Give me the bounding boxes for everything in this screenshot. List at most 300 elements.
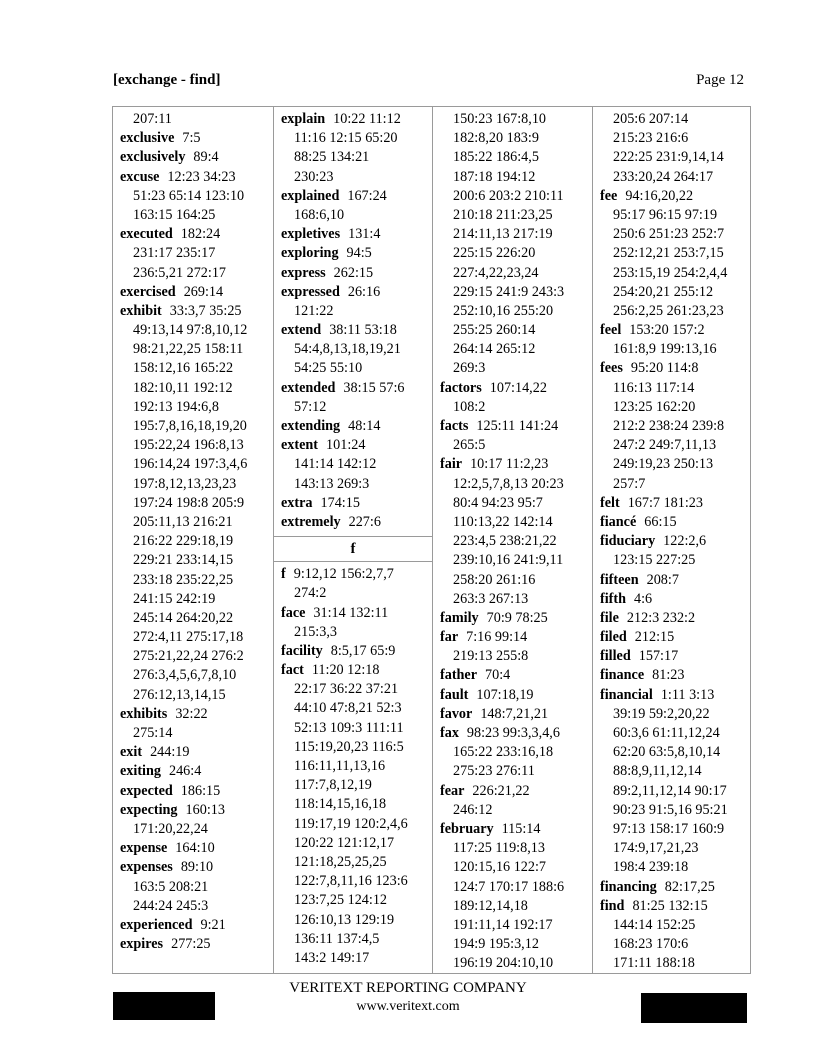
index-entry <box>281 513 432 532</box>
index-continuation: 265:5 <box>453 437 486 454</box>
index-continuation: 171:11 188:18 <box>613 955 695 972</box>
index-entry <box>120 302 273 321</box>
index-refs: 212:15 <box>634 629 675 646</box>
index-entry <box>281 379 432 398</box>
index-entry <box>120 225 273 244</box>
index-continuation: 197:8,12,13,23,23 <box>133 475 237 492</box>
index-continuation: 39:19 59:2,20,22 <box>613 705 710 722</box>
index-entry <box>120 839 273 858</box>
index-refs: 164:10 <box>175 840 215 857</box>
index-entry <box>281 642 432 661</box>
index-entry <box>600 321 750 340</box>
index-continuation: 108:2 <box>453 398 486 415</box>
index-continuation: 62:20 63:5,8,10,14 <box>613 744 721 761</box>
index-refs: 94:16,20,22 <box>625 187 694 204</box>
index-term: experienced <box>120 916 193 933</box>
index-continuation: 214:11,13 217:19 <box>453 226 553 243</box>
index-continuation: 115:19,20,23 116:5 <box>294 738 404 755</box>
index-entry <box>600 571 750 590</box>
index-continuation: 233:20,24 264:17 <box>613 168 714 185</box>
index-term: extended <box>281 379 336 396</box>
index-term: exiting <box>120 763 161 780</box>
index-refs: 89:4 <box>193 149 219 166</box>
index-continuation: 205:6 207:14 <box>613 111 689 127</box>
index-entry <box>281 187 432 206</box>
index-refs: 208:7 <box>646 571 679 588</box>
index-continuation: 143:2 149:17 <box>294 949 370 966</box>
index-refs: 167:7 181:23 <box>627 494 703 511</box>
index-term: extending <box>281 418 341 434</box>
index-refs: 70:4 <box>485 667 511 684</box>
index-continuation: 229:15 241:9 243:3 <box>453 283 565 300</box>
index-continuation: 187:18 194:12 <box>453 168 536 185</box>
index-refs: 160:13 <box>185 801 225 818</box>
index-entry <box>281 110 432 129</box>
index-refs: 174:15 <box>320 494 360 511</box>
index-continuation: 231:17 235:17 <box>133 245 216 262</box>
index-refs: 157:17 <box>638 648 679 665</box>
index-continuation: 269:3 <box>453 360 486 377</box>
index-continuation: 123:25 162:20 <box>613 398 696 415</box>
index-entry <box>600 187 750 206</box>
index-entry <box>281 225 432 244</box>
index-refs: 8:5,17 65:9 <box>330 642 396 659</box>
index-refs: 277:25 <box>171 936 211 953</box>
index-refs: 81:23 <box>652 667 685 684</box>
index-refs: 7:16 99:14 <box>466 629 528 646</box>
index-continuation: 215:3,3 <box>294 623 337 640</box>
index-refs: 12:23 34:23 <box>167 168 236 185</box>
index-continuation: 275:21,22,24 276:2 <box>133 648 244 665</box>
index-continuation: 123:15 227:25 <box>613 552 696 569</box>
index-term: exit <box>120 744 143 761</box>
index-refs: 226:21,22 <box>472 782 530 799</box>
index-entry <box>600 897 750 916</box>
index-term: fear <box>440 782 465 799</box>
index-continuation: 185:22 186:4,5 <box>453 149 539 166</box>
index-term: exclusively <box>120 149 186 166</box>
index-term: fee <box>600 187 618 204</box>
index-term: financial <box>600 686 653 703</box>
index-continuation: 274:2 <box>294 585 327 602</box>
index-continuation: 257:7 <box>613 475 646 492</box>
index-continuation: 264:14 265:12 <box>453 341 536 358</box>
index-continuation: 225:15 226:20 <box>453 245 536 262</box>
index-term: filed <box>600 629 627 646</box>
index-continuation: 263:3 267:13 <box>453 590 529 607</box>
index-continuation: 239:10,16 241:9,11 <box>453 552 564 569</box>
index-term: fees <box>600 360 623 377</box>
index-continuation: 229:21 233:14,15 <box>133 552 234 569</box>
index-continuation: 210:18 211:23,25 <box>453 206 553 223</box>
index-entry <box>120 705 273 724</box>
index-refs: 26:16 <box>347 283 381 300</box>
index-refs: 10:22 11:12 <box>333 111 401 127</box>
index-refs: 101:24 <box>326 437 366 454</box>
index-entry <box>600 628 750 647</box>
index-continuation: 275:14 <box>133 725 173 741</box>
index-term: felt <box>600 494 620 511</box>
index-entry <box>120 168 273 187</box>
index-refs: 9:21 <box>200 916 226 933</box>
footer-url: www.veritext.com <box>356 999 460 1014</box>
index-entry <box>120 916 273 935</box>
index-entry <box>600 532 750 551</box>
index-continuation: 223:4,5 238:21,22 <box>453 533 557 550</box>
index-refs: 107:18,19 <box>476 686 534 703</box>
index-continuation: 121:18,25,25,25 <box>294 853 387 870</box>
index-continuation: 168:23 170:6 <box>613 936 689 953</box>
index-continuation: 241:15 242:19 <box>133 590 216 607</box>
index-continuation: 163:15 164:25 <box>133 206 216 223</box>
index-continuation: 236:5,21 272:17 <box>133 264 227 281</box>
index-term: f <box>281 566 286 583</box>
index-continuation: 124:7 170:17 188:6 <box>453 878 565 895</box>
index-continuation: 258:20 261:16 <box>453 571 536 588</box>
index-term: fax <box>440 725 459 741</box>
index-refs: 33:3,7 35:25 <box>169 302 242 319</box>
index-entry <box>281 244 432 263</box>
index-refs: 4:6 <box>634 590 653 607</box>
page-header-title: [exchange - find] <box>113 72 221 88</box>
index-continuation: 252:12,21 253:7,15 <box>613 245 724 262</box>
index-continuation: 163:5 208:21 <box>133 878 209 895</box>
index-continuation: 118:14,15,16,18 <box>294 796 387 813</box>
index-continuation: 247:2 249:7,11,13 <box>613 437 717 454</box>
index-entry <box>281 661 432 680</box>
index-continuation: 11:16 12:15 65:20 <box>294 130 398 147</box>
index-refs: 38:15 57:6 <box>343 379 405 396</box>
index-continuation: 244:24 245:3 <box>133 897 209 914</box>
index-continuation: 198:4 239:18 <box>613 859 689 876</box>
index-continuation: 227:4,22,23,24 <box>453 264 539 281</box>
index-continuation: 249:19,23 250:13 <box>613 456 714 473</box>
index-continuation: 276:12,13,14,15 <box>133 686 226 703</box>
index-entry <box>600 666 750 685</box>
index-continuation: 276:3,4,5,6,7,8,10 <box>133 667 237 684</box>
index-column-2 <box>273 107 432 973</box>
index-entry <box>120 129 273 148</box>
index-continuation: 52:13 109:3 111:11 <box>294 719 404 736</box>
index-refs: 153:20 157:2 <box>629 322 705 339</box>
index-term: fault <box>440 686 469 703</box>
index-continuation: 195:7,8,16,18,19,20 <box>133 418 247 434</box>
index-continuation: 253:15,19 254:2,4,4 <box>613 264 728 281</box>
index-continuation: 254:20,21 255:12 <box>613 283 714 300</box>
index-entry <box>600 878 750 897</box>
index-continuation: 136:11 137:4,5 <box>294 930 380 947</box>
index-entry <box>440 417 592 436</box>
index-continuation: 161:8,9 199:13,16 <box>613 341 717 358</box>
index-continuation: 246:12 <box>453 801 493 818</box>
index-continuation: 182:10,11 192:12 <box>133 379 233 396</box>
index-continuation: 150:23 167:8,10 <box>453 111 547 127</box>
index-continuation: 126:10,13 129:19 <box>294 911 395 928</box>
index-term: expenses <box>120 859 173 876</box>
index-continuation: 171:20,22,24 <box>133 820 208 837</box>
index-refs: 182:24 <box>180 226 221 243</box>
index-continuation: 207:11 <box>133 111 172 127</box>
index-term: exploring <box>281 245 339 262</box>
index-entry <box>120 762 273 781</box>
index-refs: 9:12,12 156:2,7,7 <box>293 566 394 583</box>
index-term: extend <box>281 322 322 339</box>
index-term: explain <box>281 111 326 127</box>
index-term: excuse <box>120 168 160 185</box>
index-term: fiduciary <box>600 533 656 550</box>
index-refs: 89:10 <box>180 859 214 876</box>
index-term: find <box>600 897 625 914</box>
index-continuation: 194:9 195:3,12 <box>453 936 539 953</box>
index-entry <box>281 321 432 340</box>
index-entry <box>440 379 592 398</box>
index-refs: 244:19 <box>150 744 190 761</box>
index-continuation: 88:8,9,11,12,14 <box>613 763 702 780</box>
index-continuation: 189:12,14,18 <box>453 897 528 914</box>
index-continuation: 196:19 204:10,10 <box>453 955 554 972</box>
index-entry <box>120 283 273 302</box>
index-term: fair <box>440 456 463 473</box>
index-refs: 167:24 <box>347 187 387 204</box>
index-refs: 70:9 78:25 <box>486 609 548 626</box>
index-continuation: 95:17 96:15 97:19 <box>613 206 718 223</box>
index-column-1 <box>113 107 273 973</box>
index-continuation: 275:23 276:11 <box>453 763 535 780</box>
index-refs: 227:6 <box>348 513 381 530</box>
index-entry <box>600 590 750 609</box>
index-continuation: 49:13,14 97:8,10,12 <box>133 322 248 339</box>
index-term: extremely <box>281 513 341 530</box>
index-continuation: 230:23 <box>294 168 334 185</box>
index-refs: 131:4 <box>348 226 381 243</box>
index-term: factors <box>440 379 482 396</box>
index-continuation: 116:13 117:14 <box>613 379 695 396</box>
index-continuation: 192:13 194:6,8 <box>133 398 219 415</box>
index-entry <box>600 494 750 513</box>
index-term: fiancé <box>600 513 637 530</box>
index-term: fact <box>281 662 304 679</box>
index-continuation: 233:18 235:22,25 <box>133 571 234 588</box>
index-refs: 31:14 132:11 <box>313 604 389 621</box>
index-entry <box>440 628 592 647</box>
index-entry <box>440 820 592 839</box>
index-refs: 98:23 99:3,3,4,6 <box>466 725 560 741</box>
index-continuation: 88:25 134:21 <box>294 149 370 166</box>
index-entry <box>440 666 592 685</box>
index-continuation: 97:13 158:17 160:9 <box>613 820 725 837</box>
index-continuation: 117:25 119:8,13 <box>453 840 545 857</box>
index-continuation: 205:11,13 216:21 <box>133 513 233 530</box>
index-term: file <box>600 609 619 626</box>
index-entry <box>281 436 432 455</box>
index-continuation: 165:22 233:16,18 <box>453 744 554 761</box>
index-refs: 38:11 53:18 <box>329 322 397 339</box>
index-refs: 269:14 <box>183 283 224 300</box>
index-continuation: 195:22,24 196:8,13 <box>133 437 244 454</box>
index-term: fifteen <box>600 571 639 588</box>
index-column-3 <box>432 107 592 973</box>
index-entry <box>120 148 273 167</box>
index-term: exhibit <box>120 302 162 319</box>
index-term: face <box>281 604 306 621</box>
index-continuation: 212:2 238:24 239:8 <box>613 418 725 434</box>
index-entry <box>600 609 750 628</box>
index-entry <box>281 417 432 436</box>
index-continuation: 80:4 94:23 95:7 <box>453 494 543 511</box>
index-continuation: 272:4,11 275:17,18 <box>133 629 244 646</box>
index-term: finance <box>600 667 645 684</box>
index-entry <box>120 782 273 801</box>
index-refs: 122:2,6 <box>663 533 707 550</box>
index-entry <box>281 494 432 513</box>
index-refs: 262:15 <box>333 264 374 281</box>
index-refs: 81:25 132:15 <box>632 897 708 914</box>
index-term: father <box>440 667 478 684</box>
index-entry <box>440 724 592 743</box>
index-term: exclusive <box>120 130 175 147</box>
index-continuation: 182:8,20 183:9 <box>453 130 539 147</box>
index-entry <box>281 283 432 302</box>
index-continuation: 219:13 255:8 <box>453 648 529 665</box>
index-continuation: 250:6 251:23 252:7 <box>613 226 725 243</box>
index-refs: 82:17,25 <box>664 878 715 895</box>
index-continuation: 216:22 229:18,19 <box>133 533 234 550</box>
index-term: expecting <box>120 801 178 818</box>
index-continuation: 117:7,8,12,19 <box>294 777 372 794</box>
index-entry <box>120 858 273 877</box>
index-entry <box>600 513 750 532</box>
index-term: filled <box>600 648 631 665</box>
index-continuation: 54:25 55:10 <box>294 360 363 377</box>
index-entry <box>600 686 750 705</box>
index-continuation: 222:25 231:9,14,14 <box>613 149 724 166</box>
index-entry <box>440 782 592 801</box>
page-number: Page 12 <box>696 72 744 88</box>
index-entry <box>281 604 432 623</box>
index-continuation: 158:12,16 165:22 <box>133 360 234 377</box>
index-continuation: 168:6,10 <box>294 206 345 223</box>
index-continuation: 123:7,25 124:12 <box>294 892 388 909</box>
index-continuation: 119:17,19 120:2,4,6 <box>294 815 408 832</box>
index-term: far <box>440 629 459 646</box>
index-refs: 115:14 <box>501 820 541 837</box>
index-refs: 125:11 141:24 <box>476 418 559 434</box>
index-refs: 1:11 3:13 <box>660 686 715 703</box>
index-continuation: 60:3,6 61:11,12,24 <box>613 725 720 741</box>
index-continuation: 122:7,8,11,16 123:6 <box>294 873 408 890</box>
index-refs: 95:20 114:8 <box>630 360 699 377</box>
index-continuation: 215:23 216:6 <box>613 130 689 147</box>
index-entry <box>600 359 750 378</box>
index-continuation: 51:23 65:14 123:10 <box>133 187 245 204</box>
index-term: expected <box>120 782 173 799</box>
index-continuation: 144:14 152:25 <box>613 916 696 933</box>
index-continuation: 141:14 142:12 <box>294 456 377 473</box>
index-refs: 212:3 232:2 <box>626 609 696 626</box>
index-entry <box>281 565 432 584</box>
index-continuation: 255:25 260:14 <box>453 322 536 339</box>
index-entry <box>120 935 273 954</box>
index-entry <box>281 264 432 283</box>
index-continuation: 90:23 91:5,16 95:21 <box>613 801 728 818</box>
index-continuation: 98:21,22,25 158:11 <box>133 341 244 358</box>
index-term: february <box>440 820 494 837</box>
index-term: extent <box>281 437 319 454</box>
index-continuation: 110:13,22 142:14 <box>453 513 553 530</box>
index-continuation: 174:9,17,21,23 <box>613 840 699 857</box>
index-entry <box>440 686 592 705</box>
index-continuation: 12:2,5,7,8,13 20:23 <box>453 475 564 492</box>
index-term: favor <box>440 705 473 722</box>
index-refs: 246:4 <box>168 763 202 780</box>
index-term: exhibits <box>120 705 168 722</box>
index-continuation: 256:2,25 261:23,23 <box>613 302 724 319</box>
index-continuation: 121:22 <box>294 302 334 319</box>
index-continuation: 44:10 47:8,21 52:3 <box>294 700 402 717</box>
index-term: feel <box>600 322 622 339</box>
index-refs: 10:17 11:2,23 <box>470 456 549 473</box>
index-term: extra <box>281 494 313 511</box>
index-continuation: 191:11,14 192:17 <box>453 916 553 933</box>
index-continuation: 143:13 269:3 <box>294 475 370 492</box>
index-refs: 7:5 <box>182 130 201 147</box>
index-refs: 66:15 <box>644 513 677 530</box>
index-column-4 <box>592 107 750 973</box>
index-term: executed <box>120 226 173 243</box>
index-entry <box>120 743 273 762</box>
index-term: facility <box>281 642 323 659</box>
index-refs: 32:22 <box>175 705 208 722</box>
index-refs: 94:5 <box>346 245 372 262</box>
index-continuation: 252:10,16 255:20 <box>453 302 554 319</box>
index-term: family <box>440 609 479 626</box>
index-continuation: 22:17 36:22 37:21 <box>294 681 399 698</box>
index-continuation: 196:14,24 197:3,4,6 <box>133 456 248 473</box>
index-term: explained <box>281 187 340 204</box>
index-term: expletives <box>281 226 341 243</box>
index-continuation: 116:11,11,13,16 <box>294 758 386 774</box>
index-term: facts <box>440 418 469 434</box>
index-term: expressed <box>281 283 340 300</box>
index-term: expires <box>120 936 164 953</box>
index-term: fifth <box>600 590 627 607</box>
index-continuation: 89:2,11,12,14 90:17 <box>613 782 727 799</box>
index-refs: 107:14,22 <box>489 379 547 396</box>
index-entry <box>440 455 592 474</box>
letter-section-header: f <box>274 536 432 562</box>
footer-company: VERITEXT REPORTING COMPANY <box>289 980 527 996</box>
index-continuation: 120:22 121:12,17 <box>294 834 395 851</box>
index-term: exercised <box>120 283 176 300</box>
index-term: express <box>281 264 326 281</box>
index-entry <box>440 705 592 724</box>
index-refs: 11:20 12:18 <box>311 662 380 679</box>
index-continuation: 245:14 264:20,22 <box>133 609 234 626</box>
index-continuation: 120:15,16 122:7 <box>453 859 547 876</box>
index-refs: 48:14 <box>348 418 381 434</box>
index-continuation: 54:4,8,13,18,19,21 <box>294 341 401 358</box>
index-refs: 186:15 <box>180 782 221 799</box>
index-term: financing <box>600 878 657 895</box>
index-entry <box>120 801 273 820</box>
index-term: expense <box>120 840 168 857</box>
index-continuation: 200:6 203:2 210:11 <box>453 187 564 204</box>
index-refs: 148:7,21,21 <box>480 705 549 722</box>
index-continuation: 197:24 198:8 205:9 <box>133 494 245 511</box>
index-entry <box>600 647 750 666</box>
index-entry <box>440 609 592 628</box>
index-continuation: 57:12 <box>294 398 327 415</box>
